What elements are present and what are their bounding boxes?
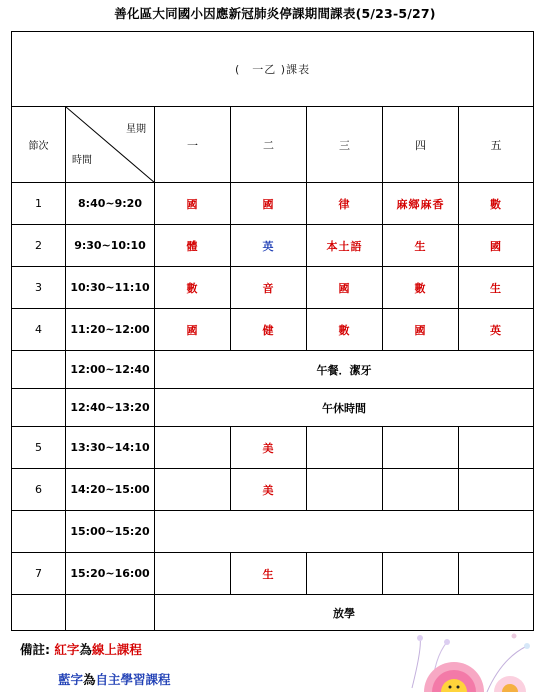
schedule-row [12,267,534,309]
subject-cell-wed [307,469,383,511]
subject-cell-wed: 國 [307,267,383,309]
subject-cell-wed [307,553,383,595]
subject-cell-fri: 國 [459,225,534,267]
notes-red-mid: 為 [79,642,92,657]
day-header-mon: 一 [155,107,231,183]
period-cell: 7 [12,553,66,595]
time-cell: 14:20~15:00 [66,469,155,511]
subject-cell-tue: 音 [231,267,307,309]
time-cell: 11:20~12:00 [66,309,155,351]
notes [20,640,171,687]
period-cell: 5 [12,427,66,469]
schedule-row [12,511,534,553]
day-header-tue: 二 [231,107,307,183]
class-title: ( 一乙 )課表 [12,32,534,107]
subject-cell-wed: 數 [307,309,383,351]
timetable [11,31,534,631]
time-cell: 8:40~9:20 [66,183,155,225]
time-cell [66,595,155,631]
diagonal-line [66,107,155,183]
subject-cell-tue: 健 [231,309,307,351]
day-header-fri: 五 [459,107,534,183]
period-cell [12,595,66,631]
merged-activity-cell [155,511,534,553]
subject-cell-thu: 國 [383,309,459,351]
subject-cell-fri: 數 [459,183,534,225]
weekday-label: 星期 [126,124,146,135]
subject-cell-tue: 國 [231,183,307,225]
notes-label: 備註: [20,642,50,657]
subject-cell-wed: 本土語 [307,225,383,267]
subject-cell-mon [155,427,231,469]
period-cell [12,389,66,427]
subject-cell-thu: 數 [383,267,459,309]
subject-cell-mon [155,553,231,595]
schedule-row [12,553,534,595]
time-cell: 13:30~14:10 [66,427,155,469]
subject-cell-mon: 數 [155,267,231,309]
subject-cell-thu [383,427,459,469]
schedule-row [12,427,534,469]
notes-blue-mid: 為 [83,672,96,687]
time-cell: 9:30~10:10 [66,225,155,267]
subject-cell-wed: 律 [307,183,383,225]
time-cell: 15:20~16:00 [66,553,155,595]
merged-activity-cell: 午休時間 [155,389,534,427]
schedule-row [12,309,534,351]
time-cell: 12:40~13:20 [66,389,155,427]
subject-cell-mon: 體 [155,225,231,267]
notes-blue-type: 自主學習課程 [95,672,171,687]
merged-activity-cell: 午餐．潔牙 [155,351,534,389]
subject-cell-fri [459,469,534,511]
period-cell [12,351,66,389]
period-cell: 2 [12,225,66,267]
notes-red-word: 紅字 [54,642,80,657]
subject-cell-thu [383,469,459,511]
schedule-row [12,389,534,427]
merged-activity-cell: 放學 [155,595,534,631]
subject-cell-thu: 生 [383,225,459,267]
notes-red-type: 線上課程 [91,642,142,657]
period-cell [12,511,66,553]
schedule-row [12,469,534,511]
schedule-row [12,595,534,631]
time-cell: 15:00~15:20 [66,511,155,553]
day-header-wed: 三 [307,107,383,183]
time-cell: 12:00~12:40 [66,351,155,389]
schedule-row [12,225,534,267]
subject-cell-tue: 生 [231,553,307,595]
subject-cell-tue: 美 [231,469,307,511]
subject-cell-mon: 國 [155,183,231,225]
schedule-row [12,183,534,225]
subject-cell-fri [459,553,534,595]
time-cell: 10:30~11:10 [66,267,155,309]
day-time-header [66,107,155,183]
subject-cell-fri [459,427,534,469]
subject-cell-tue: 美 [231,427,307,469]
notes-blue-word: 藍字 [58,672,84,687]
subject-cell-thu: 麻鄉麻香 [383,183,459,225]
period-cell: 3 [12,267,66,309]
flower-decoration-icon [392,628,542,692]
page-title: 善化區大同國小因應新冠肺炎停課期間課表(5/23-5/27) [114,6,436,21]
schedule-row [12,351,534,389]
subject-cell-fri: 生 [459,267,534,309]
period-cell: 1 [12,183,66,225]
time-label: 時間 [72,155,92,166]
day-header-thu: 四 [383,107,459,183]
subject-cell-thu [383,553,459,595]
subject-cell-fri: 英 [459,309,534,351]
period-cell: 6 [12,469,66,511]
subject-cell-tue: 英 [231,225,307,267]
subject-cell-mon [155,469,231,511]
subject-cell-mon: 國 [155,309,231,351]
period-header: 節次 [12,107,66,183]
subject-cell-wed [307,427,383,469]
period-cell: 4 [12,309,66,351]
